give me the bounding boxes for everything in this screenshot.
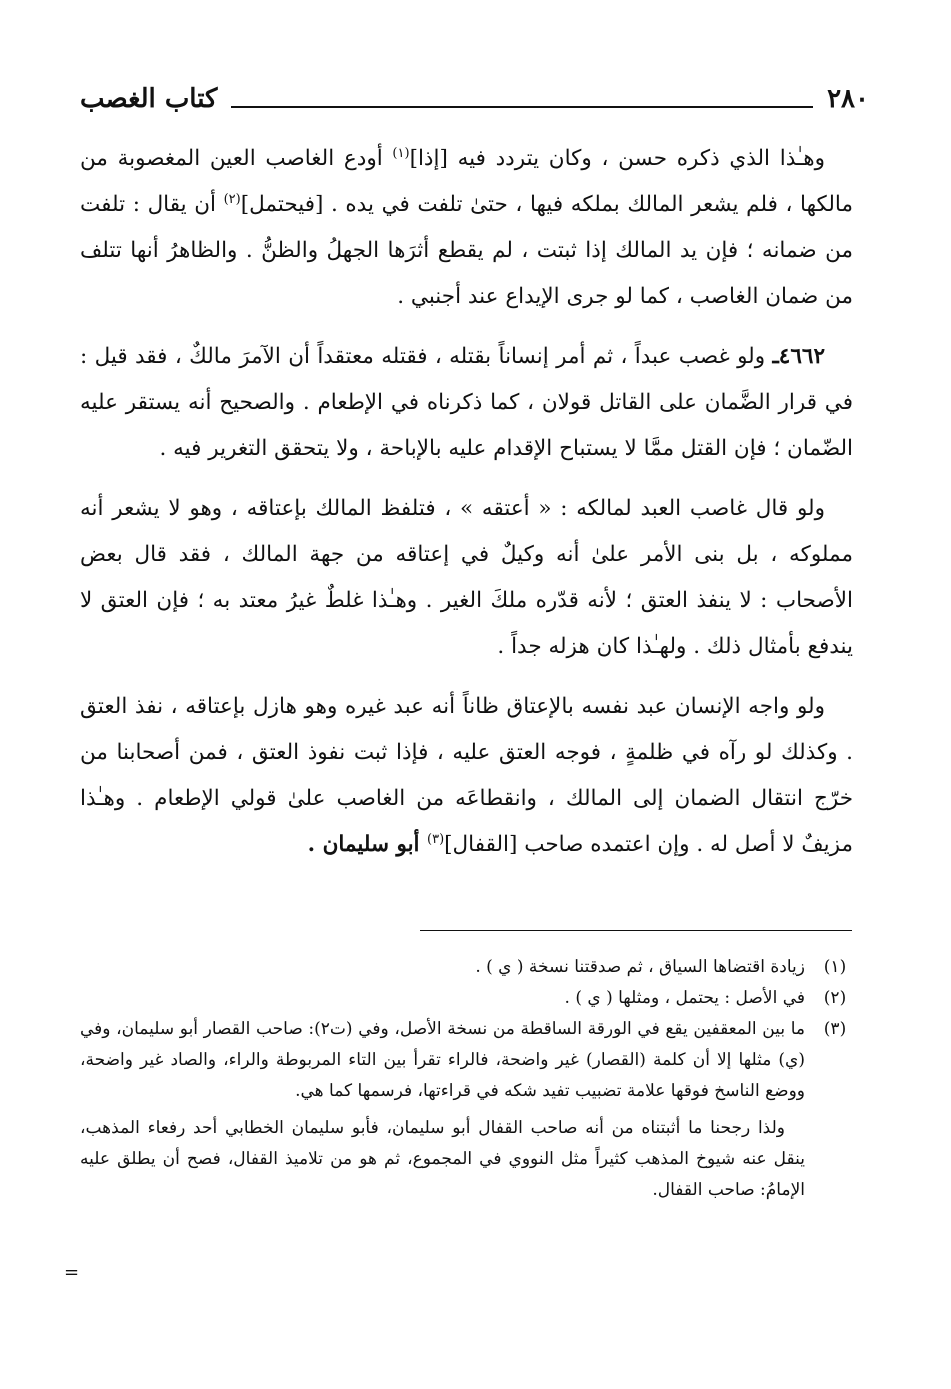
book-title: كتاب الغصب: [80, 84, 218, 114]
footnote-number: (٢): [823, 988, 847, 1008]
footnote-3-continuation: ولذا رجحنا ما أثبتناه من أنه صاحب القفال أبو سليمان، فأبو سليمان الخطابي أحد رفعاء المذهب، ينقل عنه شيوخ المذهب كثيراً مثل النووي في المجموع، ثم هو من تلاميذ القفال، فصح أن يطلق عليه الإمامُ: صاحب القفال.: [80, 1118, 805, 1200]
footnote-divider: [420, 930, 852, 931]
page-number: ٢٨٠: [827, 84, 869, 114]
footnote-3: [80, 1014, 853, 1107]
footnote-text: ما بين المعقفين يقع في الورقة الساقطة من نسخة الأصل، وفي (ت٢): صاحب القصار أبو سليمان، وفي (ي) مثلها إلا أن كلمة (القصار) غير واضحة، فالراء تقرأ بين التاء المربوطة والراء، والصاد غير واضحة، ووضع الناسخ فوقها علامة تضبيب تفيد شكه في قراءتها، فرسمها كما هي.: [80, 1019, 805, 1101]
issue-number: ٤٦٦٢ـ: [772, 344, 825, 369]
paragraph-3: ولو قال غاصب العبد لمالكه : « أعتقه » ، فتلفظ المالك بإعتاقه ، وهو لا يشعر أنه مملوكه ، بل بنى الأمر علىٰ أنه وكيلٌ في إعتاقه من جهة المالك ، فقد قال بعض الأصحاب : لا ينفذ العتق ؛ لأنه قدّره ملكَ الغير . وهـٰذا غلطٌ غيرُ معتد به ؛ فإن العتق لا يندفع بأمثال ذلك . ولهـٰذا كان هزله جداً .: [80, 496, 853, 659]
footnote-number: (٣): [823, 1019, 847, 1039]
paragraph-2: ٤٦٦٢ـ ولو غصب عبداً ، ثم أمر إنساناً بقتله ، فقتله معتقداً أن الآمرَ مالكٌ ، فقد قيل : في قرار الضَّمان على القاتل قولان ، كما ذكرناه في الإطعام . والصحيح أنه يستقر عليه الضّمان ؛ فإن القتل ممَّا لا يستباح الإقدام عليه بالإباحة ، ولا يتحقق التغرير فيه .: [80, 344, 853, 461]
footnote-number: (١): [823, 957, 847, 977]
footnote-ref-1[interactable]: (١): [392, 145, 410, 161]
footnotes: [80, 952, 853, 1206]
footnote-1: [80, 952, 853, 983]
footnote-ref-2[interactable]: (٢): [223, 191, 241, 207]
footnote-text: زيادة اقتضاها السياق ، ثم صدقتنا نسخة ( ي ) .: [475, 957, 805, 977]
header-rule: [231, 106, 813, 108]
footnote-ref-3[interactable]: (٣): [427, 831, 445, 847]
footnote-2: [80, 983, 853, 1014]
paragraph-4: ولو واجه الإنسان عبد نفسه بالإعتاق ظاناً أنه عبد غيره وهو هازل بإعتاقه ، نفذ العتق . وكذلك لو رآه في ظلمةٍ ، فوجه العتق عليه ، فإذا ثبت نفوذ العتق ، فمن أصحابنا من خرّج انتقال الضمان إلى المالك ، وانقطاعَه من الغاصب علىٰ قولي الإطعام . وهـٰذا مزيفٌ لا أصل له . وإن اعتمده صاحب [القفال]$^{(٣)}$ أبو سليمان .: [80, 694, 853, 857]
footnote-text: في الأصل : يحتمل ، ومثلها ( ي ) .: [564, 988, 805, 1008]
paragraph-1: وهـٰذا الذي ذكره حسن ، وكان يتردد فيه [إذا]$^{(١)}$ أودع الغاصب العين المغصوبة من مالكها ، فلم يشعر المالك بملكه فيها ، حتىٰ تلفت في يده . [فيحتمل]$^{(٢)}$ أن يقال : تلفت من ضمانه ؛ فإن يد المالك إذا ثبتت ، لم يقطع أثرَها الجهلُ والظنُّ . والظاهرُ أنها تتلف من ضمان الغاصب ، كما لو جرى الإيداع عند أجنبي .: [80, 145, 853, 309]
running-header: [80, 80, 869, 114]
main-text: [80, 136, 853, 882]
page-continuation-mark: =: [64, 1262, 80, 1283]
